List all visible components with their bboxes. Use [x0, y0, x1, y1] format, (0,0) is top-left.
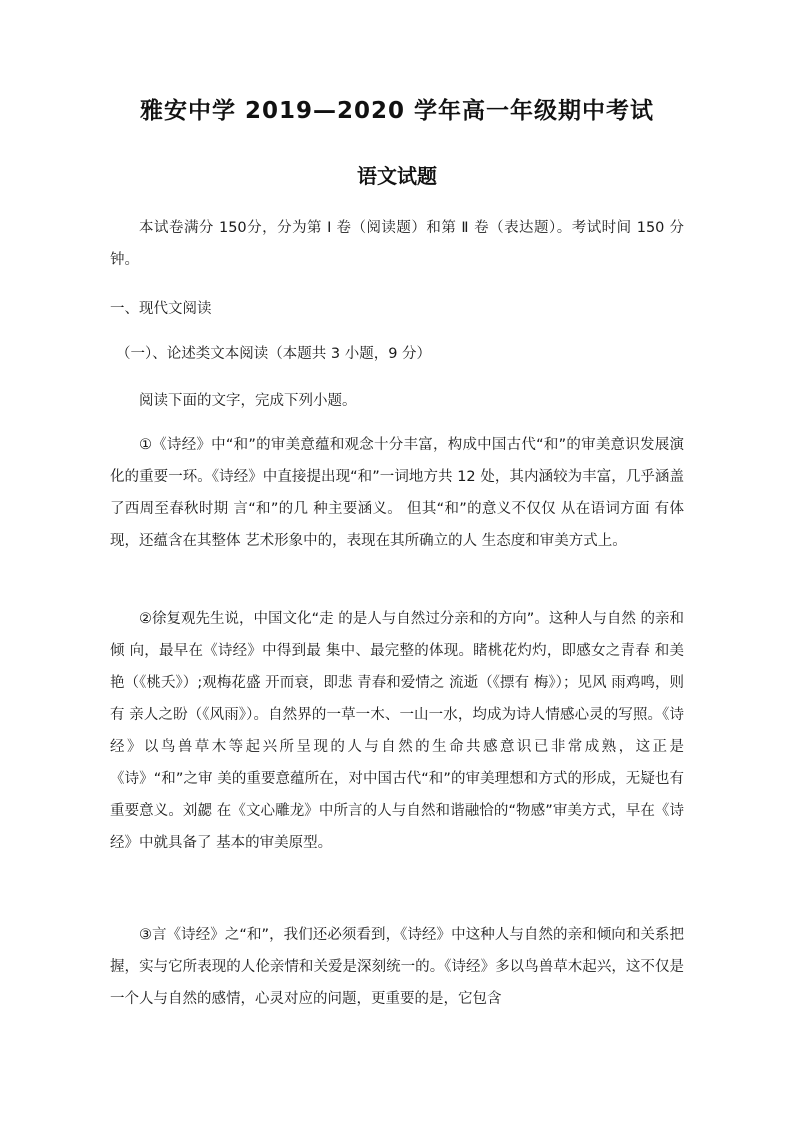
paragraph-2: ②徐复观先生说，中国文化“走 的是人与自然过分亲和的方向”。这种人与自然 的亲和倾 向，最早在《诗经》中得到最 集中、最完整的体现。睹桃花灼灼，即感女之青春 和美艳（《桃夭》）;观梅花盛 开而衰，即悲 青春和爱情之 流逝（《摽有 梅》）；见风 雨鸡鸣，则有 亲人之盼（《风雨》）。自然界的一草一木、一山一水，均成为诗人情感心灵的写照。《诗经》以鸟兽草木等起兴所呈现的人与自然的生命共感意识已非常成熟，这正是《诗》“和”之审 美的重要意蕴所在，对中国古代“和”的审美理想和方式的形成，无疑也有重要意义。刘勰 在《文心雕龙》中所言的人与自然和谐融恰的“物感”审美方式，早在《诗经》中就具备了 基本的审美原型。 — [110, 611, 684, 851]
exam-title: 雅安中学 2019—2020 学年高一年级期中考试 — [139, 98, 655, 124]
paragraph-3: ③言《诗经》之“和”，我们还必须看到，《诗经》中这种人与自然的亲和倾向和关系把握，实与它所表现的人伦亲情和关爱是深刻统一的。《诗经》多以鸟兽草木起兴，这不仅是一个人与自然的感情，心灵对应的问题，更重要的是，它包含 — [110, 927, 684, 1007]
section-heading: 一、现代文阅读 — [110, 301, 212, 317]
exam-subtitle: 语文试题 — [357, 164, 437, 188]
exam-intro: 本试卷满分 150分，分为第 I 卷（阅读题）和第 Ⅱ 卷（表达题）。考试时间 150 分钟。 — [110, 220, 684, 268]
paragraph-1: ①《诗经》中“和”的审美意蕴和观念十分丰富，构成中国古代“和”的审美意识发展演化的重要一环。《诗经》中直接提出现“和”一词地方共 12 处，其内涵较为丰富，几乎涵盖了西周至春秋时期 言“和”的几 种主要涵义。 但其“和”的意义不仅仅 从在语词方面 有体现，还蕴含在其整体 艺术形象中的，表现在其所确立的人 生态度和审美方式上。 — [110, 437, 684, 549]
subsection-heading: （一）、论述类文本阅读（本题共 3 小题，9 分） — [116, 346, 432, 362]
reading-instruction: 阅读下面的文字，完成下列小题。 — [139, 393, 357, 409]
